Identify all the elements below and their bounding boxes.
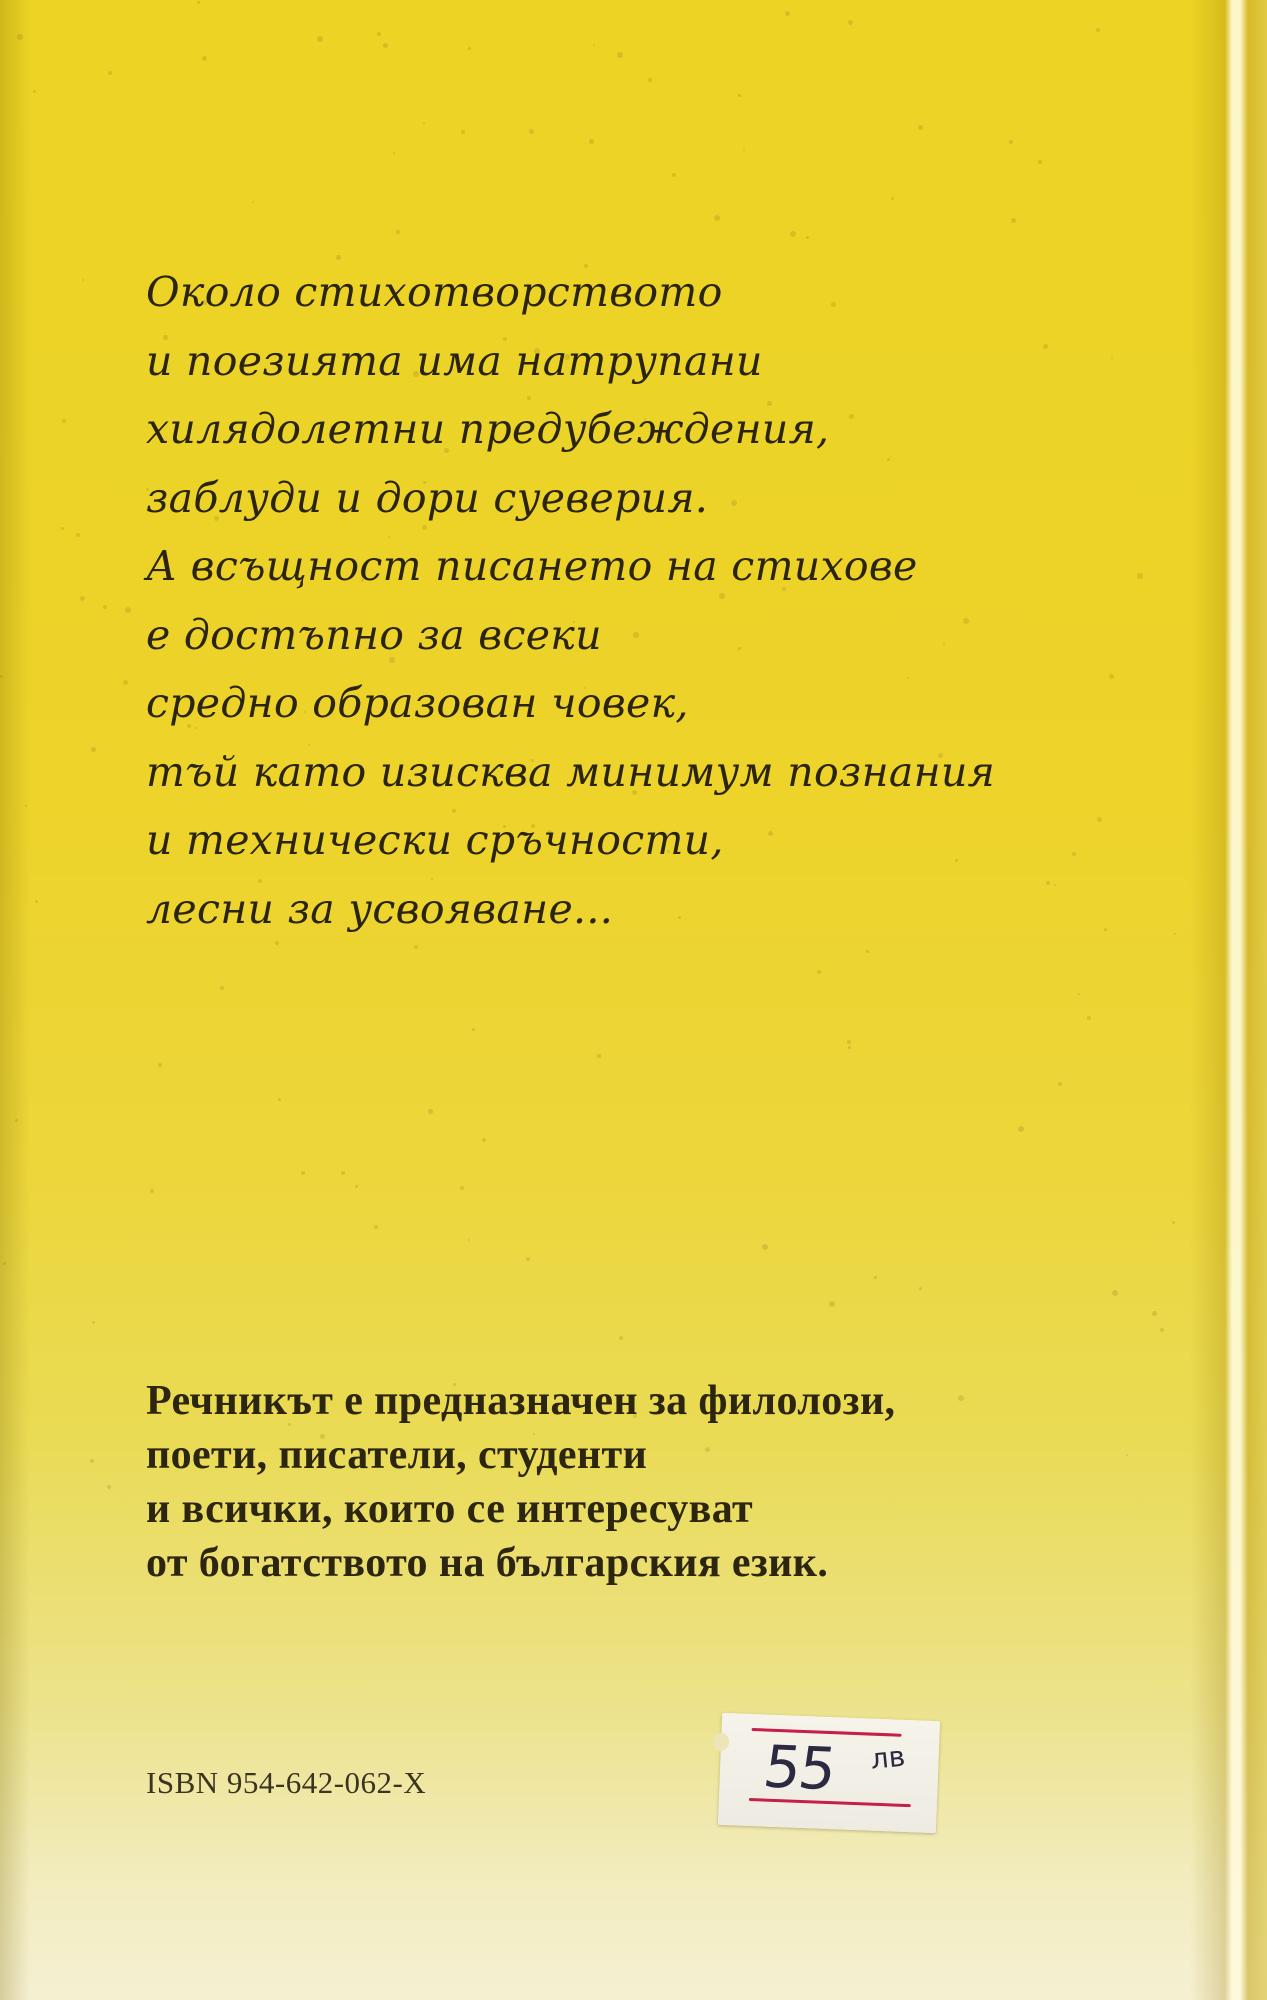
paper-speck — [278, 1098, 281, 1101]
paper-speck — [374, 1225, 378, 1229]
price-sticker — [718, 1713, 940, 1833]
poem-line-1: Около стихотворството — [146, 268, 723, 316]
paper-speck — [874, 1276, 877, 1279]
paper-speck — [619, 1336, 623, 1340]
paper-speck — [891, 197, 894, 200]
paper-speck — [648, 78, 652, 82]
paper-speck — [252, 201, 254, 203]
paper-speck — [76, 533, 80, 537]
paper-speck — [61, 527, 64, 530]
paper-speck — [472, 1028, 475, 1031]
paper-speck — [1058, 1082, 1062, 1086]
paper-speck — [1087, 1016, 1091, 1020]
description-line-4: от богатството на българския език. — [146, 1540, 829, 1586]
poem-text-block — [146, 258, 1146, 943]
paper-speck — [393, 152, 395, 154]
paper-speck — [158, 1063, 162, 1067]
description-line-2: поети, писатели, студенти — [146, 1432, 648, 1478]
poem-line-8: тъй като изисква минимум познания — [146, 747, 996, 796]
paper-speck — [301, 1171, 305, 1175]
paper-speck — [414, 945, 418, 949]
paper-speck — [1011, 218, 1016, 223]
paper-speck — [62, 419, 66, 423]
paper-speck — [468, 47, 471, 50]
paper-speck — [202, 56, 207, 61]
paper-speck — [17, 34, 23, 40]
paper-speck — [82, 279, 84, 281]
paper-speck — [806, 236, 809, 239]
poem-line-7: средно образован човек, — [146, 679, 689, 727]
description-line-3: и всички, които се интересуват — [146, 1486, 754, 1532]
paper-speck — [738, 94, 741, 97]
paper-speck — [468, 1239, 470, 1241]
paper-speck — [150, 1189, 154, 1193]
paper-speck — [103, 605, 107, 609]
paper-speck — [593, 44, 595, 46]
paper-speck — [91, 747, 96, 752]
paper-speck — [428, 1109, 433, 1114]
paper-speck — [341, 1171, 345, 1175]
paper-speck — [617, 52, 623, 58]
paper-speck — [848, 1046, 851, 1049]
paper-speck — [848, 20, 853, 25]
paper-speck — [3, 1262, 6, 1265]
paper-speck — [355, 1185, 358, 1188]
poem-line-9: и технически сръчности, — [146, 816, 724, 864]
paper-speck — [866, 950, 869, 953]
paper-speck — [1038, 160, 1042, 164]
paper-speck — [220, 986, 224, 990]
isbn-number: ISBN 954-642-062-X — [146, 1765, 427, 1800]
paper-speck — [482, 1138, 486, 1142]
description-line-1: Речникът е предназначен за филолози, — [146, 1378, 896, 1424]
paper-speck — [35, 900, 38, 903]
paper-speck — [460, 1186, 464, 1190]
paper-speck — [762, 1244, 768, 1250]
paper-speck — [25, 805, 27, 807]
paper-speck — [197, 1, 200, 4]
paper-speck — [529, 129, 534, 134]
paper-speck — [1174, 933, 1176, 935]
description-text-block — [146, 1374, 1196, 1590]
paper-speck — [396, 230, 400, 234]
paper-speck — [1152, 1311, 1157, 1316]
poem-line-2: и поезията има натрупани — [146, 336, 763, 385]
paper-speck — [108, 71, 112, 75]
paper-speck — [125, 607, 131, 613]
paper-speck — [589, 139, 594, 144]
paper-speck — [785, 11, 790, 16]
paper-speck — [383, 43, 388, 48]
paper-speck — [80, 596, 85, 601]
paper-speck — [1018, 1126, 1024, 1132]
paper-speck — [829, 1301, 835, 1307]
paper-speck — [423, 122, 425, 124]
paper-speck — [790, 231, 796, 237]
price-unit: лв — [869, 1739, 907, 1776]
price-value: 55 — [759, 1732, 839, 1804]
poem-line-6: е достъпно за всеки — [146, 610, 602, 659]
paper-speck — [526, 1257, 530, 1261]
paper-speck — [317, 36, 323, 42]
paper-speck — [461, 130, 465, 134]
paper-speck — [15, 1119, 18, 1122]
paper-speck — [107, 1485, 111, 1489]
paper-speck — [1009, 140, 1013, 144]
paper-speck — [847, 1040, 851, 1044]
poem-line-5: А всъщност писането на стихове — [146, 542, 918, 590]
paper-speck — [1096, 28, 1100, 32]
paper-speck — [1160, 1328, 1164, 1332]
paper-speck — [33, 90, 36, 93]
poem-line-3: хилядолетни предубеждения, — [146, 405, 830, 453]
paper-speck — [714, 215, 720, 221]
paper-speck — [377, 32, 381, 36]
paper-speck — [597, 1054, 601, 1058]
paper-speck — [1172, 1221, 1175, 1224]
paper-speck — [1078, 993, 1080, 995]
paper-speck — [918, 125, 923, 130]
paper-speck — [90, 1459, 94, 1463]
sticker-notch — [713, 1733, 730, 1752]
paper-speck — [672, 173, 676, 177]
paper-speck — [743, 149, 745, 151]
poem-line-4: заблуди и дори суеверия. — [146, 473, 709, 522]
paper-speck — [1112, 1290, 1118, 1296]
paper-speck — [817, 970, 821, 974]
poem-line-10: лесни за усвояване... — [146, 884, 614, 933]
paper-speck — [92, 1321, 95, 1324]
paper-speck — [0, 675, 3, 678]
paper-speck — [123, 680, 128, 685]
paper-speck — [919, 1287, 922, 1290]
